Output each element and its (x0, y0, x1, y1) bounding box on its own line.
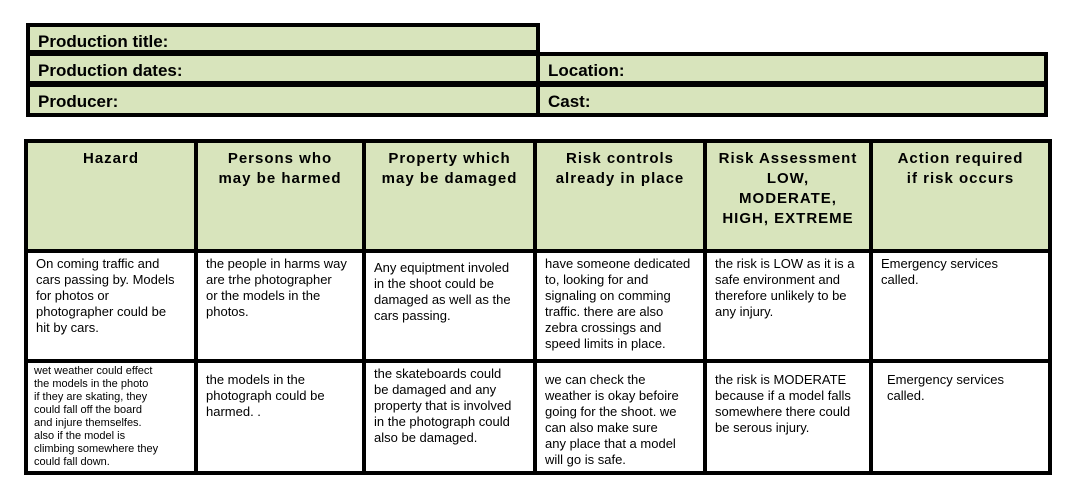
production-dates-box (26, 52, 540, 85)
column-header-action-required: Action required if risk occurs (871, 141, 1050, 251)
cast-label: Cast: (548, 92, 591, 111)
table-cell-hazard: On coming traffic and cars passing by. Models for photos or photographer could be hit by cars. (26, 251, 196, 361)
table-cell-controls: have someone dedicated to, looking for and signaling on comming traffic. there are also zebra crossings and speed limits in place. (535, 251, 705, 361)
table-cell-property: the skateboards could be damaged and any property that is involved in the photograph could also be damaged. (364, 361, 535, 473)
table-cell-assessment: the risk is MODERATE because if a model falls somewhere there could be serous injury. (705, 361, 871, 473)
table-cell-controls: we can check the weather is okay befoire going for the shoot. we can also make sure any place that a model will go is safe. (535, 361, 705, 473)
location-label: Location: (548, 61, 625, 80)
column-header-risk-controls: Risk controls already in place (535, 141, 705, 251)
cast-box (536, 83, 1048, 117)
table-row (26, 251, 1050, 361)
table-cell-persons: the models in the photograph could be harmed. . (196, 361, 364, 473)
column-header-hazard: Hazard (26, 141, 196, 251)
location-box (536, 52, 1048, 85)
table-cell-action: Emergency services called. (871, 361, 1050, 473)
table-cell-action: Emergency services called. (871, 251, 1050, 361)
producer-label: Producer: (38, 92, 119, 111)
production-dates-label: Production dates: (38, 61, 183, 80)
table-cell-persons: the people in harms way are trhe photographer or the models in the photos. (196, 251, 364, 361)
producer-box (26, 83, 540, 117)
table-cell-assessment: the risk is LOW as it is a safe environment and therefore unlikely to be any injury. (705, 251, 871, 361)
risk-assessment-table (24, 139, 1052, 475)
production-title-label: Production title: (38, 32, 169, 51)
column-header-persons-harmed: Persons who may be harmed (196, 141, 364, 251)
table-row (26, 361, 1050, 473)
column-header-risk-assessment: Risk Assessment LOW, MODERATE, HIGH, EXTREME (705, 141, 871, 251)
table-cell-property: Any equiptment involed in the shoot could be damaged as well as the cars passing. (364, 251, 535, 361)
production-title-box (26, 23, 540, 54)
table-cell-hazard: wet weather could effect the models in the photo if they are skating, they could fall off the board and injure themselfes. also if the model is climbing somewhere they could fall down. (26, 361, 196, 473)
table-header-row (26, 141, 1050, 251)
column-header-property-damaged: Property which may be damaged (364, 141, 535, 251)
